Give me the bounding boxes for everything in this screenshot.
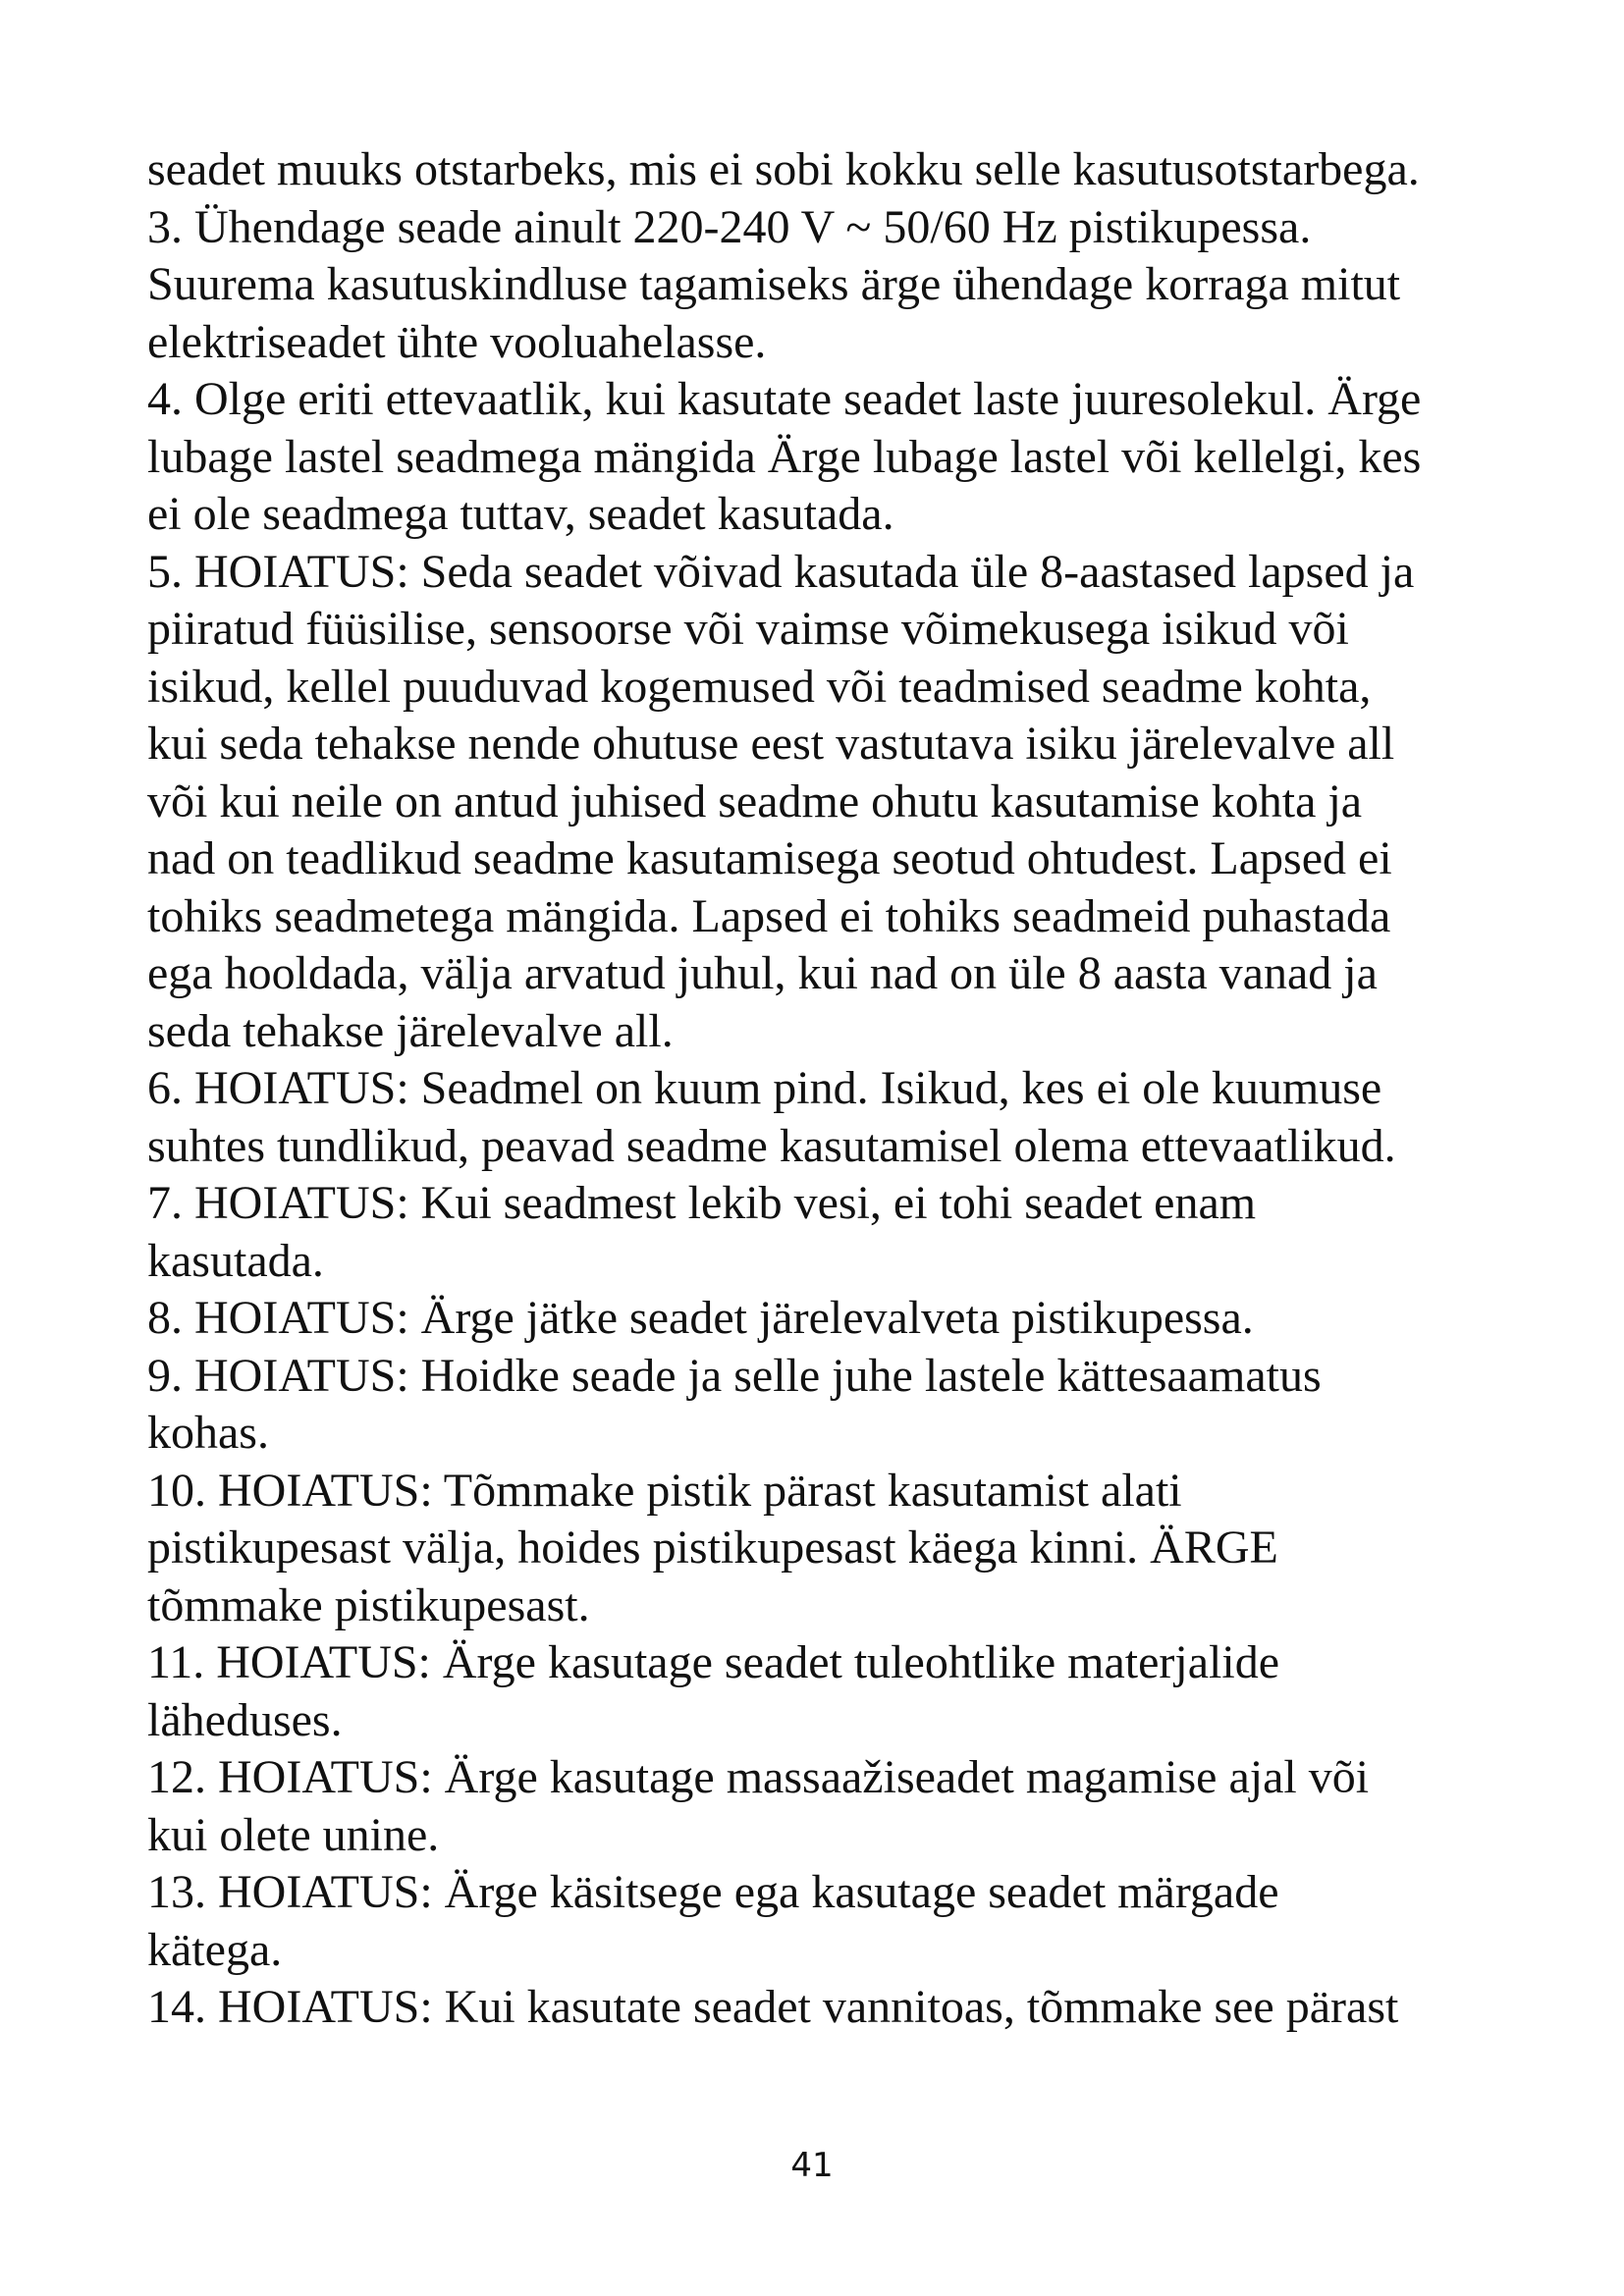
text-line: 4. Olge eriti ettevaatlik, kui kasutate seadet laste juuresolekul. Ärge [147, 373, 1422, 425]
text-line: tohiks seadmetega mängida. Lapsed ei tohiks seadmeid puhastada [147, 889, 1391, 942]
text-line: ei ole seadmega tuttav, seadet kasutada. [147, 488, 894, 540]
text-line: tõmmake pistikupesast. [147, 1578, 590, 1631]
safety-instructions-text [147, 141, 1512, 2037]
text-line: 6. HOIATUS: Seadmel on kuum pind. Isikud, kes ei ole kuumuse [147, 1062, 1382, 1114]
text-line: kohas. [147, 1407, 269, 1459]
text-line: seadet muuks otstarbeks, mis ei sobi kokku selle kasutusotstarbega. [147, 143, 1420, 195]
text-line: 9. HOIATUS: Hoidke seade ja selle juhe lastele kättesaamatus [147, 1349, 1322, 1402]
text-line: lubage lastel seadmega mängida Ärge lubage lastel või kellelgi, kes [147, 430, 1422, 483]
page-number: 41 [790, 2146, 834, 2185]
text-line: suhtes tundlikud, peavad seadme kasutamisel olema ettevaatlikud. [147, 1119, 1396, 1172]
text-line: 11. HOIATUS: Ärge kasutage seadet tuleohtlike materjalide [147, 1636, 1280, 1688]
text-line: pistikupesast välja, hoides pistikupesast käega kinni. ÄRGE [147, 1522, 1278, 1574]
text-line: 10. HOIATUS: Tõmmake pistik pärast kasutamist alati [147, 1464, 1182, 1517]
text-line: nad on teadlikud seadme kasutamisega seotud ohtudest. Lapsed ei [147, 832, 1392, 884]
text-line: kui seda tehakse nende ohutuse eest vastutava isiku järelevalve all [147, 718, 1395, 770]
text-line: piiratud füüsilise, sensoorse või vaimse võimekusega isikud või [147, 603, 1349, 655]
text-line: 7. HOIATUS: Kui seadmest lekib vesi, ei tohi seadet enam [147, 1177, 1257, 1229]
text-line: seda tehakse järelevalve all. [147, 1004, 674, 1057]
text-line: kätega. [147, 1923, 283, 1976]
text-line: Suurema kasutuskindluse tagamiseks ärge ühendage korraga mitut [147, 258, 1401, 310]
text-line: 12. HOIATUS: Ärge kasutage massaažiseadet magamise ajal või [147, 1751, 1370, 1803]
text-line: kui olete unine. [147, 1808, 440, 1861]
text-line: 3. Ühendage seade ainult 220-240 V ~ 50/60 Hz pistikupessa. [147, 200, 1312, 253]
text-line: kasutada. [147, 1234, 324, 1287]
text-line: isikud, kellel puuduvad kogemused või teadmised seadme kohta, [147, 660, 1372, 713]
text-line: ega hooldada, välja arvatud juhul, kui nad on üle 8 aasta vanad ja [147, 947, 1378, 999]
text-line: 5. HOIATUS: Seda seadet võivad kasutada üle 8-aastased lapsed ja [147, 545, 1415, 598]
text-line: või kui neile on antud juhised seadme ohutu kasutamise kohta ja [147, 774, 1363, 828]
text-line: läheduses. [147, 1693, 343, 1746]
text-line: 14. HOIATUS: Kui kasutate seadet vannitoas, tõmmake see pärast [147, 1981, 1399, 2033]
text-line: 8. HOIATUS: Ärge jätke seadet järelevalveta pistikupessa. [147, 1292, 1254, 1344]
text-line: elektriseadet ühte vooluahelasse. [147, 315, 767, 368]
text-line: 13. HOIATUS: Ärge käsitsege ega kasutage seadet märgade [147, 1866, 1279, 1918]
